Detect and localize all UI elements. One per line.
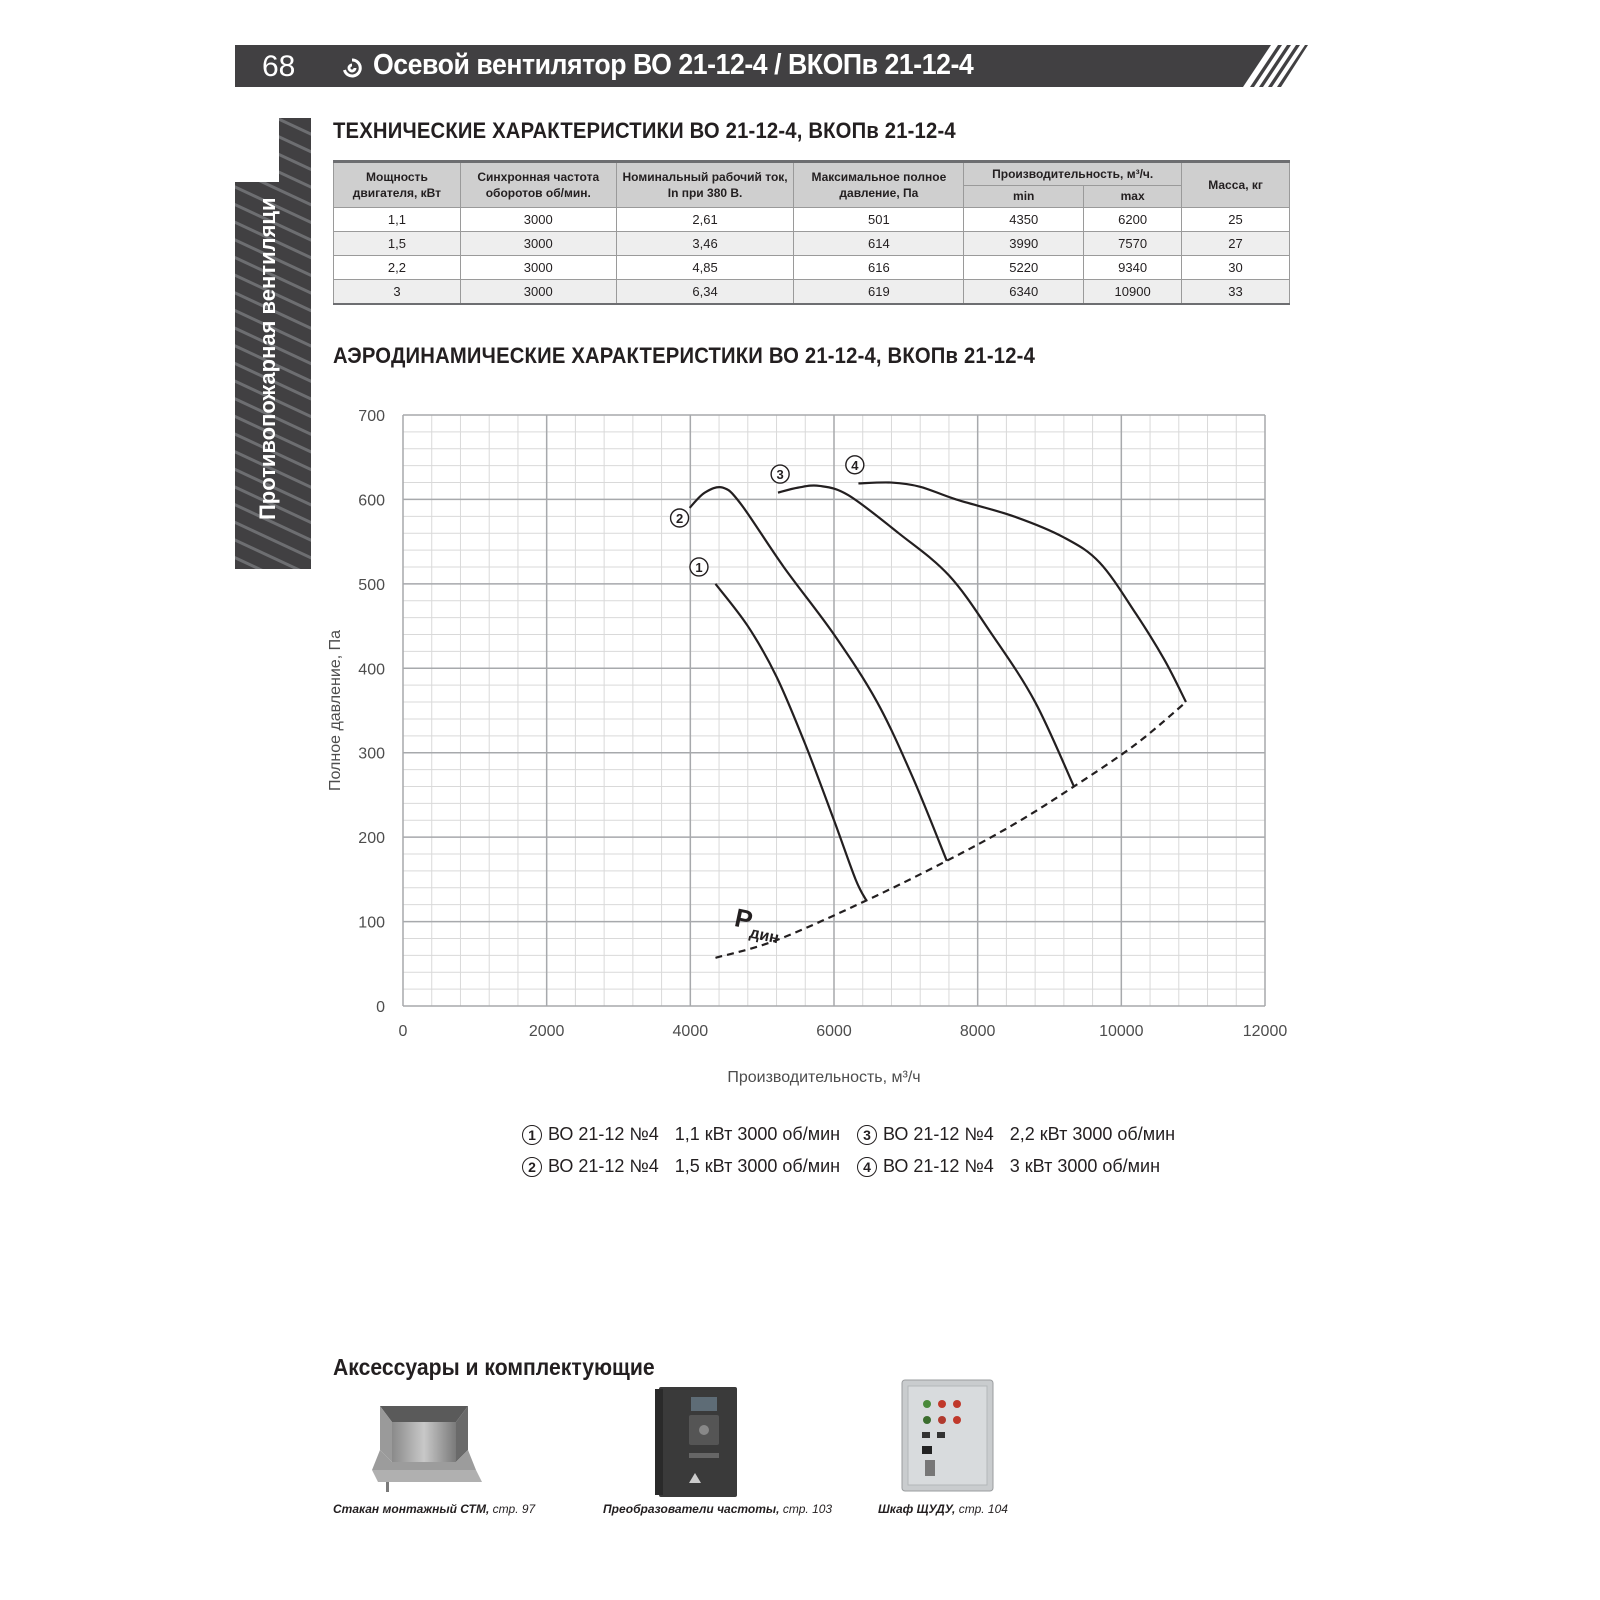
accessory-name: Шкаф ЩУДУ, — [878, 1502, 956, 1516]
cell-mass: 33 — [1182, 280, 1290, 305]
cell-min: 3990 — [964, 232, 1084, 256]
legend-model: ВО 21-12 №4 — [883, 1156, 994, 1176]
cell-pressure: 616 — [794, 256, 964, 280]
legend-item — [522, 1156, 840, 1177]
cell-current: 4,85 — [616, 256, 794, 280]
chart-legend — [522, 1124, 1222, 1194]
legend-marker: 1 — [522, 1125, 542, 1145]
legend-marker: 3 — [857, 1125, 877, 1145]
legend-spec: 2,2 кВт 3000 об/мин — [1009, 1124, 1176, 1144]
fan-curve-4 — [858, 482, 1186, 702]
cell-current: 2,61 — [616, 208, 794, 232]
y-tick-label: 500 — [358, 576, 385, 594]
y-tick-label: 0 — [376, 999, 385, 1016]
aero-section-title: АЭРОДИНАМИЧЕСКИЕ ХАРАКТЕРИСТИКИ ВО 21-12-4, ВКОПв 21-12-4 — [333, 343, 1036, 368]
x-tick-label: 10000 — [1099, 1023, 1144, 1040]
col-header-power: Мощность двигателя, кВт — [334, 162, 461, 208]
page-number: 68 — [262, 50, 296, 83]
accessory-name: Преобразователи частоты, — [603, 1502, 780, 1516]
curve-marker-1 — [690, 558, 708, 576]
cell-min: 4350 — [964, 208, 1084, 232]
y-tick-label: 400 — [358, 661, 385, 679]
cell-speed: 3000 — [460, 280, 616, 305]
col-header-current: Номинальный рабочий ток, In при 380 В. — [616, 162, 794, 208]
y-tick-label: 200 — [358, 830, 385, 848]
cell-current: 6,34 — [616, 280, 794, 305]
cell-speed: 3000 — [460, 208, 616, 232]
cell-power: 2,2 — [334, 256, 461, 280]
legend-spec: 1,1 кВт 3000 об/мин — [674, 1124, 841, 1144]
cell-max: 7570 — [1084, 232, 1182, 256]
table-row — [334, 280, 1290, 305]
table-row — [334, 208, 1290, 232]
accessory-page: стр. 104 — [958, 1502, 1008, 1516]
dynamic-pressure-curve — [715, 702, 1186, 958]
cell-min: 5220 — [964, 256, 1084, 280]
legend-marker: 2 — [522, 1157, 542, 1177]
accessory-page: стр. 103 — [782, 1502, 833, 1516]
cell-mass: 27 — [1182, 232, 1290, 256]
curve-marker-label: 1 — [695, 559, 703, 575]
curve-marker-label: 2 — [675, 511, 684, 527]
x-tick-label: 12000 — [1242, 1023, 1288, 1040]
control-cabinet-image — [900, 1378, 995, 1493]
accessory-caption — [603, 1502, 832, 1516]
curve-marker-3 — [771, 465, 789, 483]
y-axis-label: Полное давление, Па — [327, 629, 344, 792]
cell-pressure: 619 — [794, 280, 964, 305]
side-tab-label: Противопожарная вентиляци — [255, 197, 280, 520]
cell-mass: 25 — [1182, 208, 1290, 232]
cell-min: 6340 — [964, 280, 1084, 305]
legend-item — [857, 1124, 1175, 1145]
accessory-caption — [878, 1502, 1008, 1516]
frequency-converter-image — [655, 1387, 740, 1497]
x-tick-label: 8000 — [959, 1023, 996, 1040]
cell-max: 10900 — [1084, 280, 1182, 305]
accessories-title: Аксессуары и комплектующие — [333, 1354, 655, 1380]
pdin-label-main: P — [732, 902, 756, 936]
legend-spec: 3 кВт 3000 об/мин — [1009, 1156, 1161, 1176]
spec-table — [333, 160, 1290, 305]
aero-chart — [320, 395, 1310, 1095]
col-header-capacity: Производительность, м³/ч. — [964, 162, 1182, 186]
x-axis-label: Производительность, м³/ч — [727, 1069, 921, 1086]
x-tick-label: 4000 — [672, 1023, 709, 1040]
cell-current: 3,46 — [616, 232, 794, 256]
cell-power: 1,1 — [334, 208, 461, 232]
y-tick-label: 600 — [358, 492, 385, 510]
legend-item — [522, 1124, 840, 1145]
fan-swirl-icon — [341, 57, 363, 79]
y-tick-label: 300 — [358, 745, 385, 763]
curve-marker-label: 4 — [851, 457, 859, 473]
legend-spec: 1,5 кВт 3000 об/мин — [674, 1156, 841, 1176]
legend-item — [857, 1156, 1160, 1177]
accessory-caption — [333, 1502, 535, 1516]
curve-marker-4 — [846, 456, 864, 474]
cell-max: 6200 — [1084, 208, 1182, 232]
col-header-min: min — [964, 185, 1084, 208]
col-header-pressure: Максимальное полное давление, Па — [794, 162, 964, 208]
col-header-speed: Синхронная частота оборотов об/мин. — [460, 162, 616, 208]
curve-marker-label: 3 — [776, 467, 784, 483]
accessory-page: стр. 97 — [492, 1502, 536, 1516]
cell-mass: 30 — [1182, 256, 1290, 280]
legend-model: ВО 21-12 №4 — [548, 1156, 659, 1176]
col-header-max: max — [1084, 185, 1182, 208]
page-title: Осевой вентилятор ВО 21-12-4 / ВКОПв 21-12-4 — [373, 49, 974, 81]
table-row — [334, 232, 1290, 256]
tech-section-title: ТЕХНИЧЕСКИЕ ХАРАКТЕРИСТИКИ ВО 21-12-4, ВКОПв 21-12-4 — [333, 118, 956, 143]
x-tick-label: 6000 — [816, 1023, 852, 1040]
accessory-name: Стакан монтажный СТМ, — [333, 1502, 490, 1516]
y-tick-label: 700 — [358, 408, 385, 425]
curve-marker-2 — [671, 509, 689, 527]
cell-power: 1,5 — [334, 232, 461, 256]
fan-curve-3 — [778, 485, 1074, 786]
x-tick-label: 2000 — [528, 1023, 565, 1040]
cell-pressure: 501 — [794, 208, 964, 232]
col-header-mass: Масса, кг — [1182, 162, 1290, 208]
x-tick-label: 0 — [398, 1023, 408, 1040]
cell-speed: 3000 — [460, 256, 616, 280]
fan-curve-1 — [715, 584, 866, 901]
table-row — [334, 256, 1290, 280]
cell-pressure: 614 — [794, 232, 964, 256]
y-tick-label: 100 — [358, 914, 385, 932]
pdin-label-sub: дин — [747, 924, 781, 948]
legend-marker: 4 — [857, 1157, 877, 1177]
legend-model: ВО 21-12 №4 — [548, 1124, 659, 1144]
legend-model: ВО 21-12 №4 — [883, 1124, 994, 1144]
fan-curve-2 — [690, 487, 947, 861]
cell-speed: 3000 — [460, 232, 616, 256]
cell-max: 9340 — [1084, 256, 1182, 280]
cell-power: 3 — [334, 280, 461, 305]
mounting-base-image — [372, 1400, 482, 1495]
